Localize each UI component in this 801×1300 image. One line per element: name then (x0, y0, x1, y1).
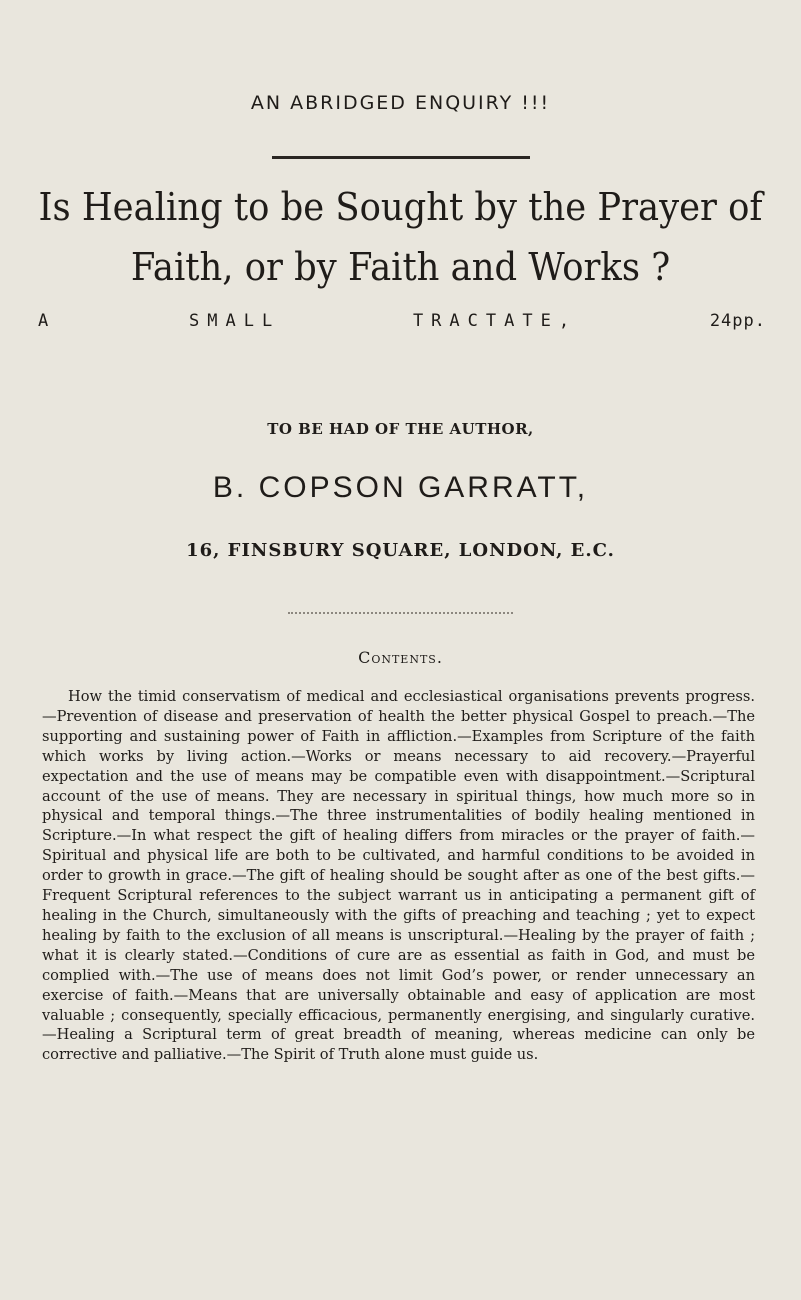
tract-pages: 24pp. (709, 311, 766, 331)
author-address: 16, FINSBURY SQUARE, LONDON, E.C. (186, 540, 615, 561)
tract-word-tractate: TRACTATE, (412, 311, 578, 331)
contents-heading: Contents. (358, 648, 443, 667)
tract-word-a: A (38, 311, 57, 331)
heading-rule (272, 156, 530, 159)
enquiry-heading: AN ABRIDGED ENQUIRY !!! (250, 92, 551, 114)
author-name: B. COPSON GARRATT, (212, 471, 589, 504)
tractate-line (38, 311, 766, 331)
contents-body: How the timid conservatism of medical and ecclesiastical organisations prevents progress.—Prevention of disease and preservation of health the better physical Gospel to preach.—The supporting and sustaining power of Faith in affliction.—Examples from Scripture of the faith which works by living action.—Works or means necessary to aid recovery.—Prayerful expectation and the use of means may be compatible even with disappointment.—Scriptural account of the use of means. They are necessary in spiritual things, how much more so in physical and temporal things.—The three instrumentalities of bodily healing mentioned in Scripture.—In what respect the gift of healing differs from miracles or the prayer of faith.—Spiritual and physical life are both to be cultivated, and harmful conditions to be avoided in order to growth in grace.—The gift of healing should be sought after as one of the best gifts.—Frequent Scriptural references to the subject warrant us in anticipating a permanent gift of healing in the Church, simultaneously with the gifts of preaching and teaching ; yet to expect healing by faith to the exclusion of all means is unscriptural.—Healing by the prayer of faith ; what it is clearly stated.—Conditions of cure are as essential as faith in God, and must be complied with.—The use of means does not limit God’s power, or render unnecessary an exercise of faith.—Means that are universally obtainable and easy of application are most valuable ; consequently, specially efficacious, permanently energising, and singularly curative.—Healing a Scriptural term of great breadth of meaning, whereas medicine can only be corrective and palliative.—The Spirit of Truth alone must guide us. (42, 688, 755, 1064)
dotted-divider (288, 612, 513, 626)
tract-word-small: SMALL (189, 311, 281, 331)
title-line-2: Faith, or by Faith and Works ? (130, 245, 671, 289)
main-title (28, 177, 773, 297)
to-be-had-line: TO BE HAD OF THE AUTHOR, (267, 420, 534, 438)
title-line-1: Is Healing to be Sought by the Prayer of (38, 185, 763, 229)
